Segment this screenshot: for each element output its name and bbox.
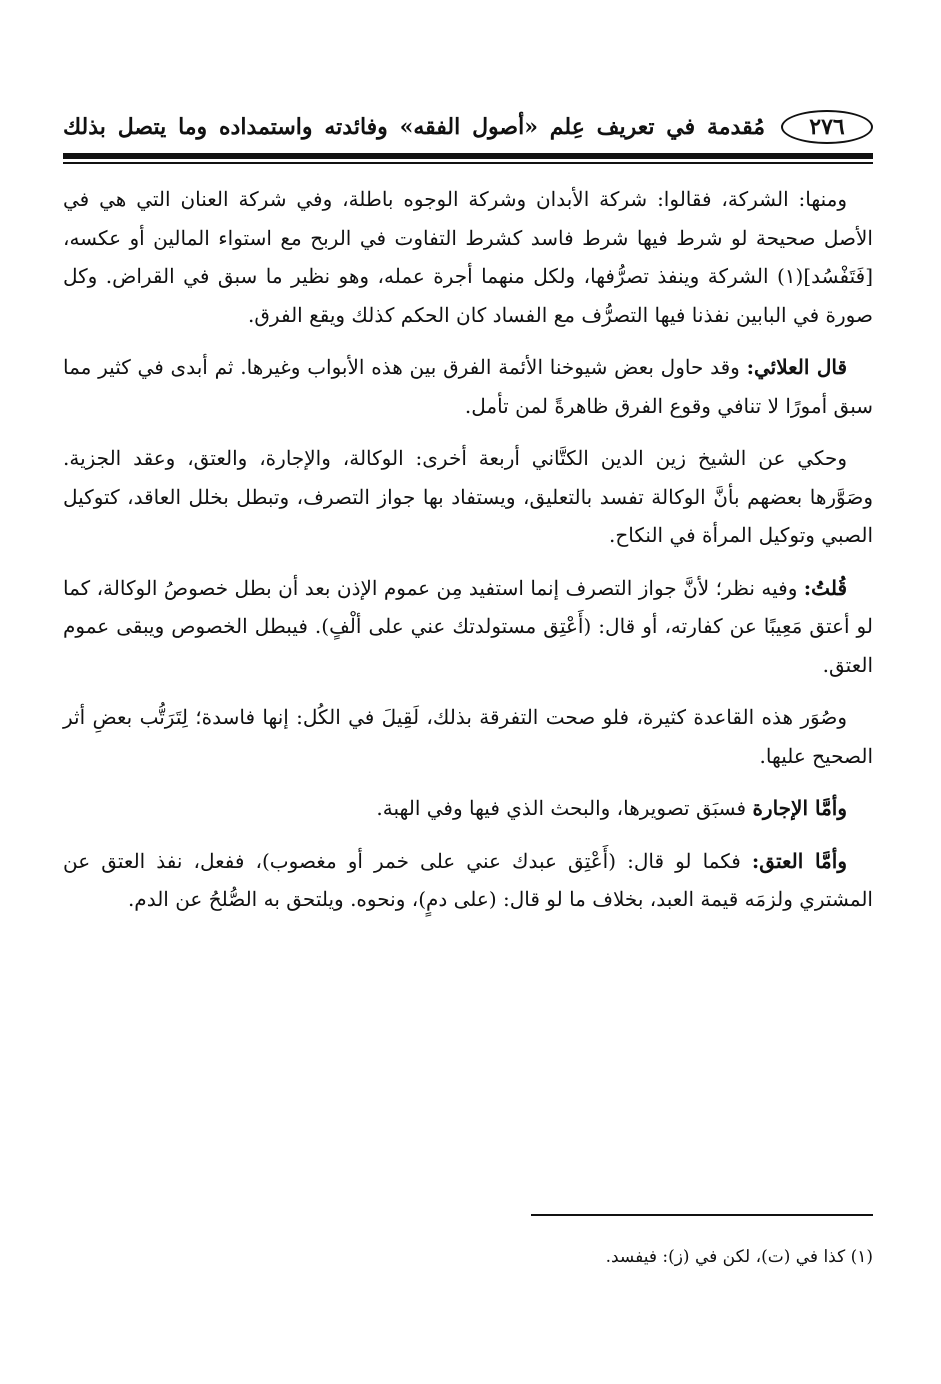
header-rule-thick: [63, 153, 873, 159]
paragraph-lead: وأمَّا العتق:: [751, 848, 847, 873]
paragraph-lead: قال العلائي:: [746, 355, 848, 379]
paragraph: [63, 569, 873, 685]
paragraph: [63, 348, 873, 425]
paragraph: [63, 842, 873, 919]
footnote-rule: [531, 1214, 873, 1216]
paragraph: [63, 698, 873, 775]
paragraph-text: ومنها: الشركة، فقالوا: شركة الأبدان وشركة الوجوه باطلة، وفي شركة العنان التي هي في الأصل صحيحة لو شرط فيها شرط فاسد كشرط التفاوت في الربح مع استواء المالين أو عكسه، [فَتَفْسُد](١) الشركة وينفذ تصرُّفها، ولكل منهما أجرة عمله، وهو نظير ما سبق في القراض. وكل صورة في البابين نفذنا فيها التصرُّف مع الفساد كان الحكم كذلك ويقع الفرق.: [63, 187, 873, 327]
header-rule-thin: [63, 162, 873, 164]
paragraph-text: وقد حاول بعض شيوخنا الأئمة الفرق بين هذه الأبواب وغيرها. ثم أبدى في كثير مما سبق أمورًا لا تنافي وقوع الفرق ظاهرةً لمن تأمل.: [63, 355, 873, 418]
paragraph-lead: قُلتُ:: [803, 575, 847, 600]
paragraph-text: وصُوَر هذه القاعدة كثيرة، فلو صحت التفرقة بذلك، لَقِيلَ في الكُل: إنها فاسدة؛ لِتَرَتُّب بعضِ أثر الصحيح عليها.: [63, 705, 873, 768]
paragraph: [63, 789, 873, 828]
paragraph-text: وحكي عن الشيخ زين الدين الكتَّاني أربعة أخرى: الوكالة، والإجارة، والعتق، وعقد الجزية. وصَوَّرها بعضهم بأنَّ الوكالة تفسد بالتعليق، ويستفاد بها جواز التصرف، وتبطل بخلل العاقد، كتوكيل الصبي وتوكيل المرأة في النكاح.: [63, 446, 873, 547]
page-number: ٢٧٦: [781, 110, 873, 144]
body-text: [63, 180, 873, 933]
paragraph-text: وفيه نظر؛ لأنَّ جواز التصرف إنما استفيد مِن عموم الإذن بعد أن بطل خصوصُ الوكالة، كما لو أعتق مَعِيبًا عن كفارته، أو قال: (أَعْتِق مستولدتك عني على ألْفٍ). فيبطل الخصوص ويبقى عموم العتق.: [63, 575, 873, 677]
footnote: (١) كذا في (ت)، لكن في (ز): فيفسد.: [605, 1247, 873, 1267]
page-header: [63, 106, 873, 148]
paragraph-text: فسبَق تصويرها، والبحث الذي فيها وفي الهبة.: [376, 796, 753, 820]
running-title: مُقدمة في تعريف عِلم «أصول الفقه» وفائدته واستمداده وما يتصل بذلك: [63, 114, 765, 140]
paragraph-lead: وأمَّا الإجارة: [752, 796, 847, 820]
paragraph: [63, 180, 873, 334]
paragraph: [63, 439, 873, 555]
paragraph-text: فكما لو قال: (أَعْتِق عبدك عني على خمر أو مغصوب)، ففعل، نفذ العتق عن المشتري ولزمَه قيمة العبد، بخلاف ما لو قال: (على دمٍ)، ونحوه. ويلتحق به الصُّلحُ عن الدم.: [63, 848, 873, 911]
